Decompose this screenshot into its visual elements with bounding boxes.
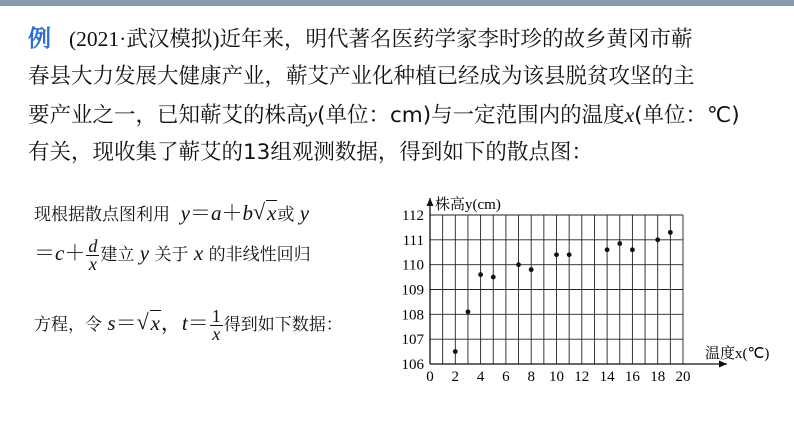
method-row2-text-c: 的非线性回归 [208,245,311,265]
model1-eq: ＝ [189,201,211,225]
data-point [668,230,673,235]
x-tick-label: 8 [527,369,535,385]
model1-a: a [210,201,222,225]
problem-line-1 [28,20,778,58]
var-t: t [181,311,188,335]
model2-c: c [55,241,65,265]
data-point [478,272,483,277]
model1-y: y [180,201,190,225]
x-tick-label: 18 [650,369,666,385]
problem-text-6: 有关，现收集了蕲艾的13组观测数据，得到如下的散点图： [28,140,593,165]
method-row-3 [34,307,343,343]
chart-tick-labels [402,208,691,385]
x-axis-label: 温度x(℃) [705,346,770,362]
data-point [453,349,458,354]
method-row1-text: 现根据散点图利用 [34,205,170,225]
model-1-formula [175,201,277,225]
data-point [529,267,534,272]
radical-sign: √ [252,199,266,224]
problem-line-4 [28,134,778,172]
var-y: y [307,103,318,127]
y-tick-label: 106 [401,357,424,373]
row3-comma: ， [160,311,182,335]
frac-den-x: x [88,253,97,274]
data-point [605,247,610,252]
var-s: s [107,311,116,335]
substitution-formula [107,305,223,344]
data-point [630,247,635,252]
scatter-chart [395,190,775,395]
method-row3-text-a: 方程，令 [34,315,102,335]
data-point [516,262,521,267]
example-label: 例 [28,26,51,52]
model2-y: y [299,201,310,225]
row2-x: x [193,241,204,265]
fraction-1-over-x [210,305,223,344]
row3-eq1: ＝ [115,311,137,335]
x-tick-label: 2 [451,369,460,385]
data-point [655,237,660,242]
method-row2-text-a: 建立 [100,245,135,265]
x-tick-label: 12 [574,369,590,385]
problem-line-3 [28,96,778,134]
x-tick-label: 14 [599,369,615,385]
model1-plus: ＋ [221,201,243,225]
y-tick-label: 111 [402,232,424,249]
x-tick-label: 0 [426,369,434,385]
problem-text-4: (单位：cm)与一定范围内的温度 [317,103,625,128]
row3-sqrt-arg: x [150,311,160,335]
y-tick-label: 110 [402,257,424,274]
var-x: x [624,103,635,127]
method-or: 或 [277,205,295,225]
problem-source: (2021·武汉模拟) [69,27,220,51]
row3-eq2: ＝ [187,311,209,335]
model1-sqrt-arg: x [266,201,277,225]
y-axis-arrow [427,198,434,206]
method-row2-text-b: 关于 [154,245,189,265]
frac-den-x-2: x [212,323,221,344]
sqrt-symbol-2 [137,311,161,336]
chart-points [453,230,673,354]
x-tick-label: 10 [549,369,564,385]
y-axis-label: 株高y(cm) [435,197,501,213]
problem-text-3: 要产业之一，已知蕲艾的株高 [28,103,308,128]
y-tick-label: 107 [401,332,424,349]
data-point [617,241,622,246]
x-tick-label: 4 [476,369,485,385]
model2-eq: ＝ [34,241,55,265]
problem-statement [28,20,778,172]
y-tick-label: 112 [402,208,424,224]
frac-num-1: 1 [211,305,221,326]
method-row-1 [34,197,309,227]
problem-text-2: 春县大力发展大健康产业，蕲艾产业化种植已经成为该县脱贫攻坚的主 [28,64,695,89]
method-row-2 [34,237,311,273]
x-tick-label: 16 [624,369,640,385]
top-accent-bar [0,0,794,6]
x-tick-label: 6 [502,369,510,385]
y-tick-label: 108 [401,307,424,324]
x-tick-label: 20 [675,369,691,385]
method-row3-text-b: 得到如下数据： [223,315,343,335]
fraction-d-over-x [86,235,99,274]
y-tick-label: 109 [401,282,424,299]
data-point [491,275,496,280]
model2-plus: ＋ [64,241,86,265]
model-2-formula [34,235,100,274]
data-point [567,252,572,257]
radical-sign-2: √ [136,309,149,334]
data-point [554,252,559,257]
problem-text-5: (单位：℃) [634,103,740,128]
problem-text-1: 近年来，明代著名医药学家李时珍的故乡黄冈市蕲 [219,27,693,52]
chart-grid [430,215,683,364]
sqrt-symbol [253,201,277,226]
row2-y: y [139,241,150,265]
chart-axes [427,198,728,368]
problem-line-2 [28,58,778,96]
frac-num-d: d [88,235,98,256]
model1-b: b [242,201,253,225]
data-point [466,309,471,314]
